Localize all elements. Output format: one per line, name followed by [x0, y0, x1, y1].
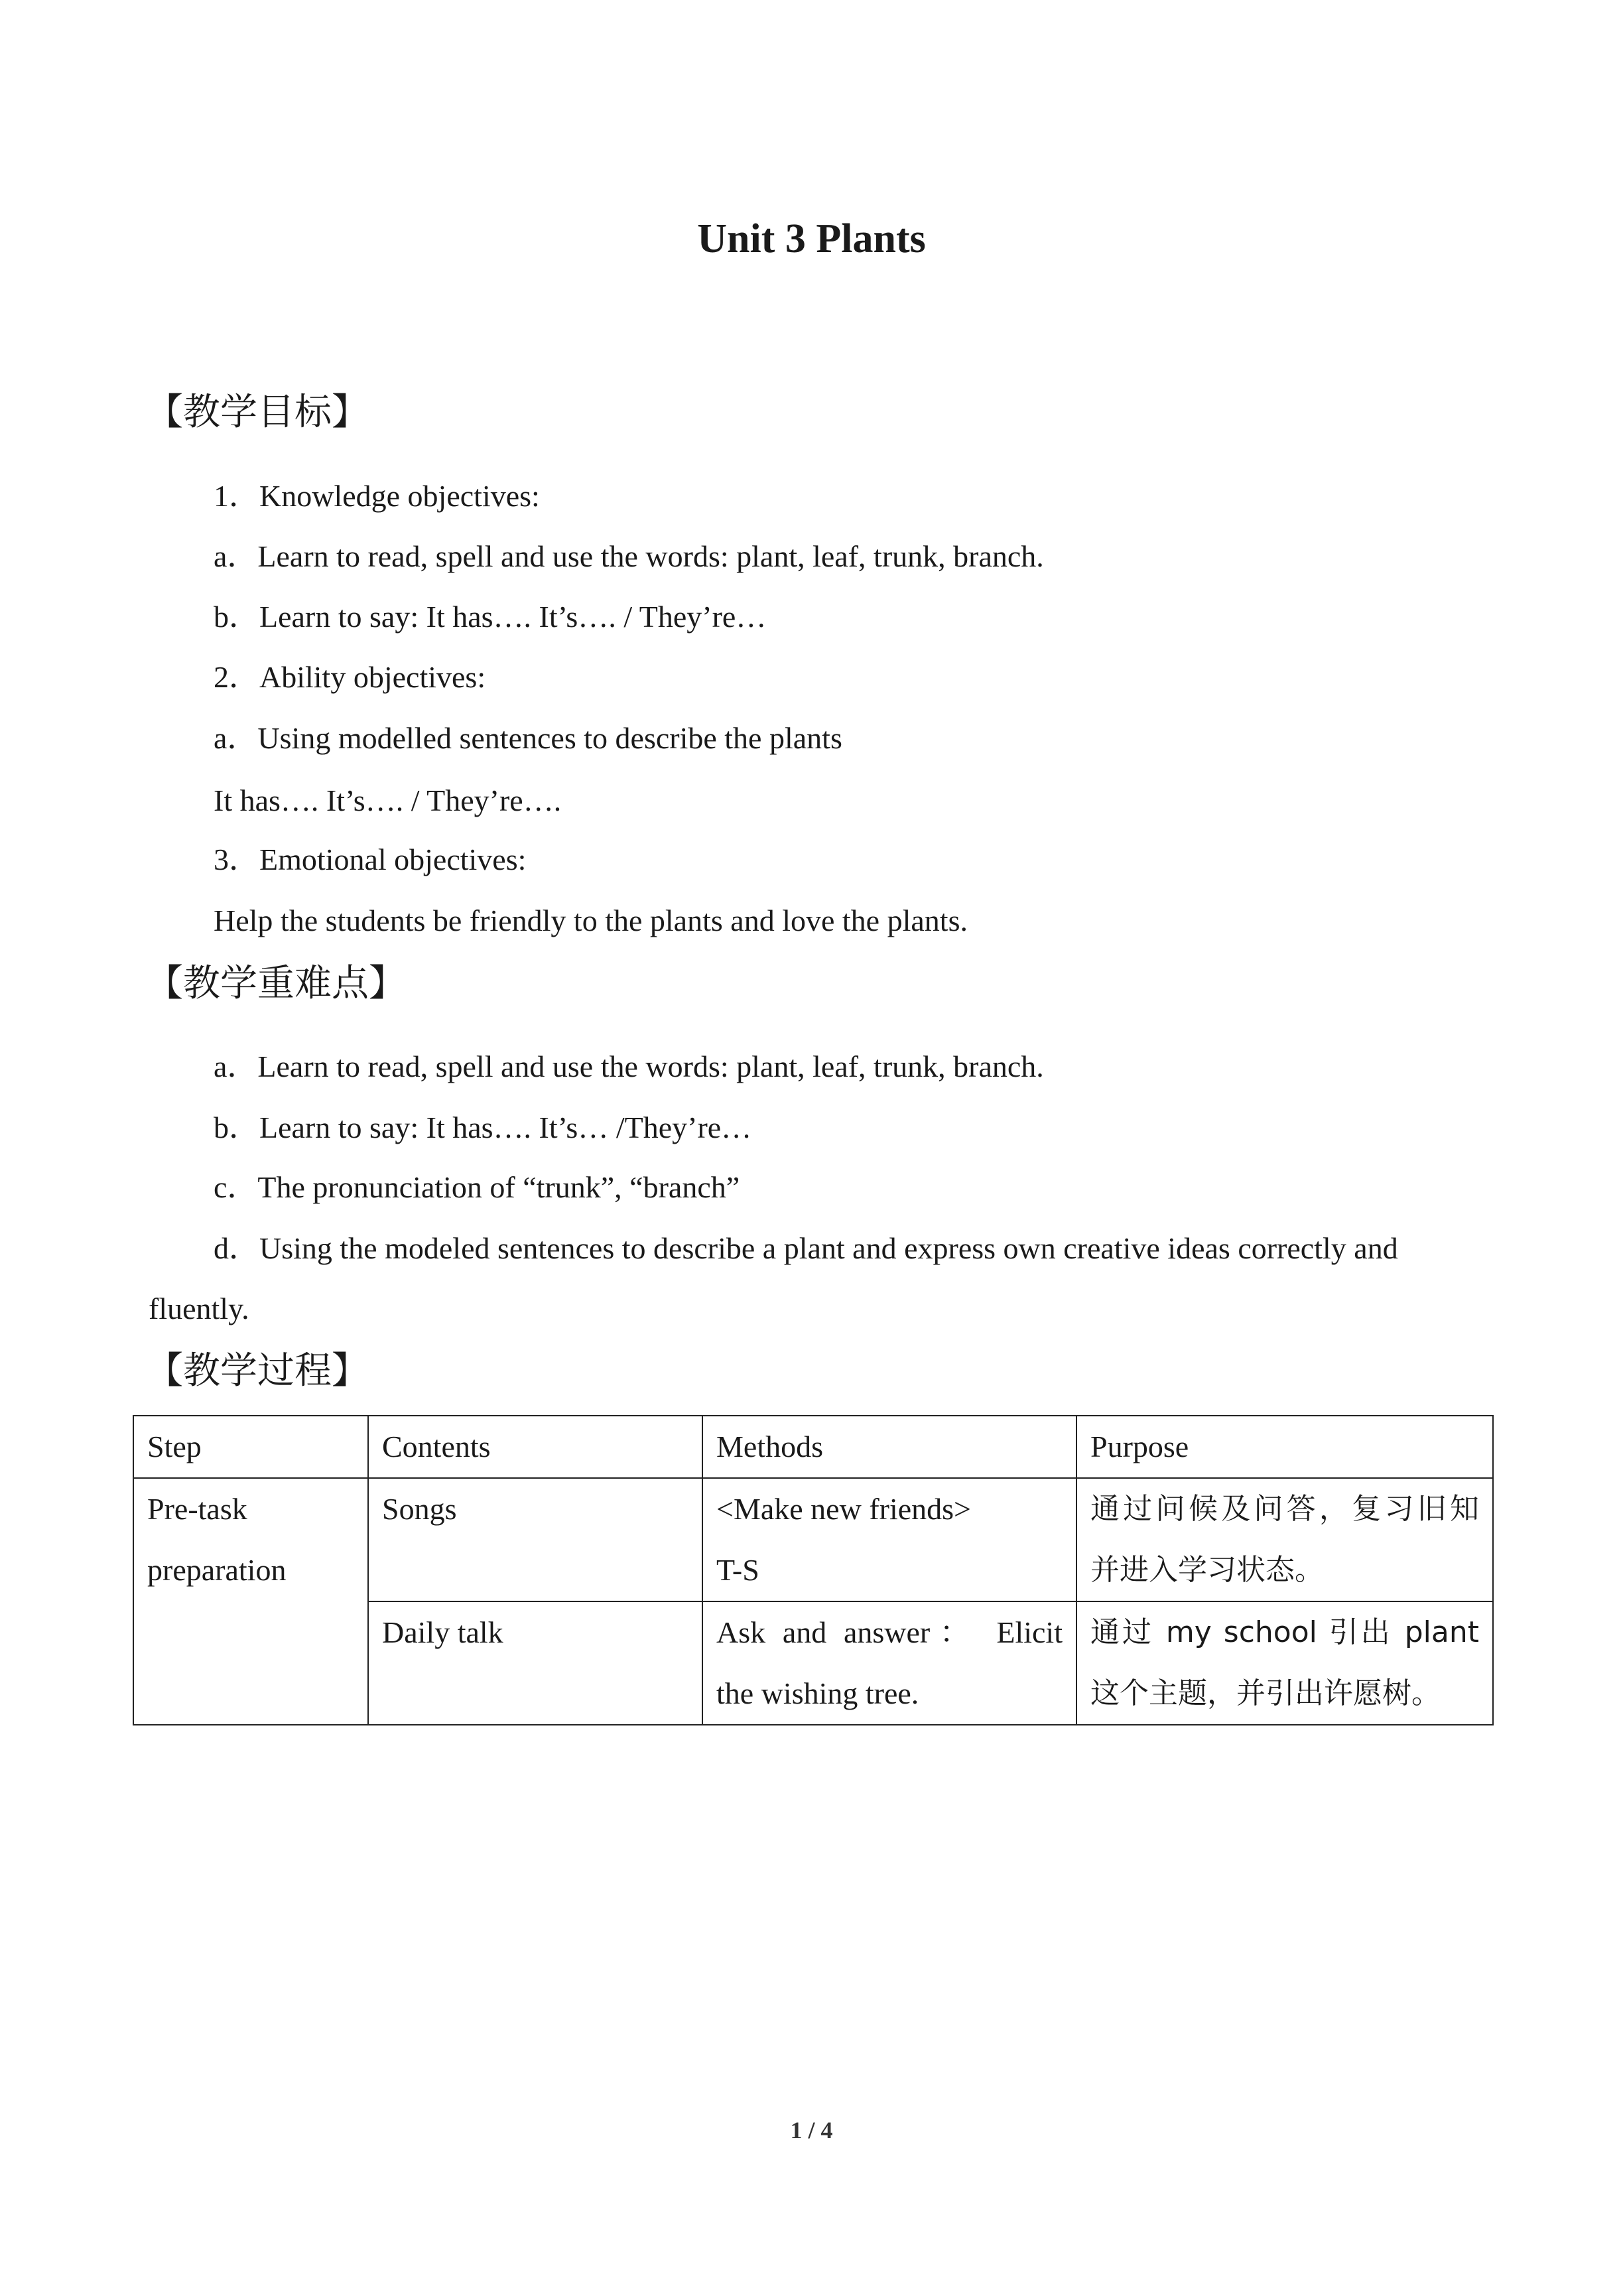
- method-line: <Make new friends>: [716, 1492, 971, 1526]
- objective-line: Help the students be friendly to the plants and love the plants.: [214, 904, 968, 937]
- table-cell-method: [702, 1601, 1076, 1725]
- table-cell-purpose: [1076, 1601, 1493, 1725]
- key-point-line: b．Learn to say: It has…. It’s… /They’re…: [214, 1111, 752, 1144]
- objective-line: 3．Emotional objectives:: [214, 843, 527, 876]
- page-number: 1 / 4: [790, 2117, 833, 2143]
- purpose-line: 通过问候及问答，复习旧知: [1090, 1492, 1479, 1526]
- table-header-contents: Contents: [368, 1416, 702, 1478]
- objective-line: a．Using modelled sentences to describe the plants: [214, 721, 842, 755]
- purpose-line: 通过 my school 引出 plant: [1090, 1615, 1479, 1649]
- table-cell-content: Songs: [368, 1478, 702, 1601]
- lesson-plan-table: [133, 1415, 1494, 1725]
- table-header-methods: Methods: [702, 1416, 1076, 1478]
- section-heading-objectives: 【教学目标】: [146, 391, 369, 434]
- purpose-line: 并进入学习状态。: [1090, 1553, 1324, 1587]
- section-heading-process: 【教学过程】: [146, 1349, 369, 1392]
- section-heading-key-points: 【教学重难点】: [146, 962, 406, 1005]
- method-line: Ask and answer： Elicit: [716, 1615, 1063, 1649]
- table-header-row: [133, 1416, 1493, 1478]
- objective-line: It has…. It’s…. / They’re….: [214, 783, 562, 817]
- objective-line: a．Learn to read, spell and use the words: plant, leaf, trunk, branch.: [214, 539, 1044, 573]
- document-title: Unit 3 Plants: [697, 216, 926, 261]
- table-cell-content: Daily talk: [368, 1601, 702, 1725]
- table-header-step: Step: [133, 1416, 368, 1478]
- table-cell-method: [702, 1478, 1076, 1601]
- table-cell-step: [133, 1478, 368, 1725]
- table-header-purpose: Purpose: [1076, 1416, 1493, 1478]
- step-line: preparation: [147, 1553, 287, 1587]
- key-point-line: fluently.: [149, 1292, 249, 1325]
- objective-line: 1．Knowledge objectives:: [214, 479, 540, 513]
- purpose-line: 这个主题，并引出许愿树。: [1090, 1676, 1441, 1710]
- table-cell-purpose: [1076, 1478, 1493, 1601]
- key-point-line: d．Using the modeled sentences to describe a plant and express own creative ideas correctly and: [214, 1231, 1398, 1265]
- objective-line: b．Learn to say: It has…. It’s…. / They’re…: [214, 600, 767, 634]
- key-point-line: c．The pronunciation of “trunk”, “branch”: [214, 1170, 740, 1204]
- key-point-line: a．Learn to read, spell and use the words: plant, leaf, trunk, branch.: [214, 1049, 1044, 1083]
- step-line: Pre-task: [147, 1492, 247, 1526]
- table-row: [133, 1478, 1493, 1601]
- method-line: the wishing tree.: [716, 1676, 919, 1710]
- method-line: T-S: [716, 1553, 759, 1587]
- objective-line: 2．Ability objectives:: [214, 660, 486, 694]
